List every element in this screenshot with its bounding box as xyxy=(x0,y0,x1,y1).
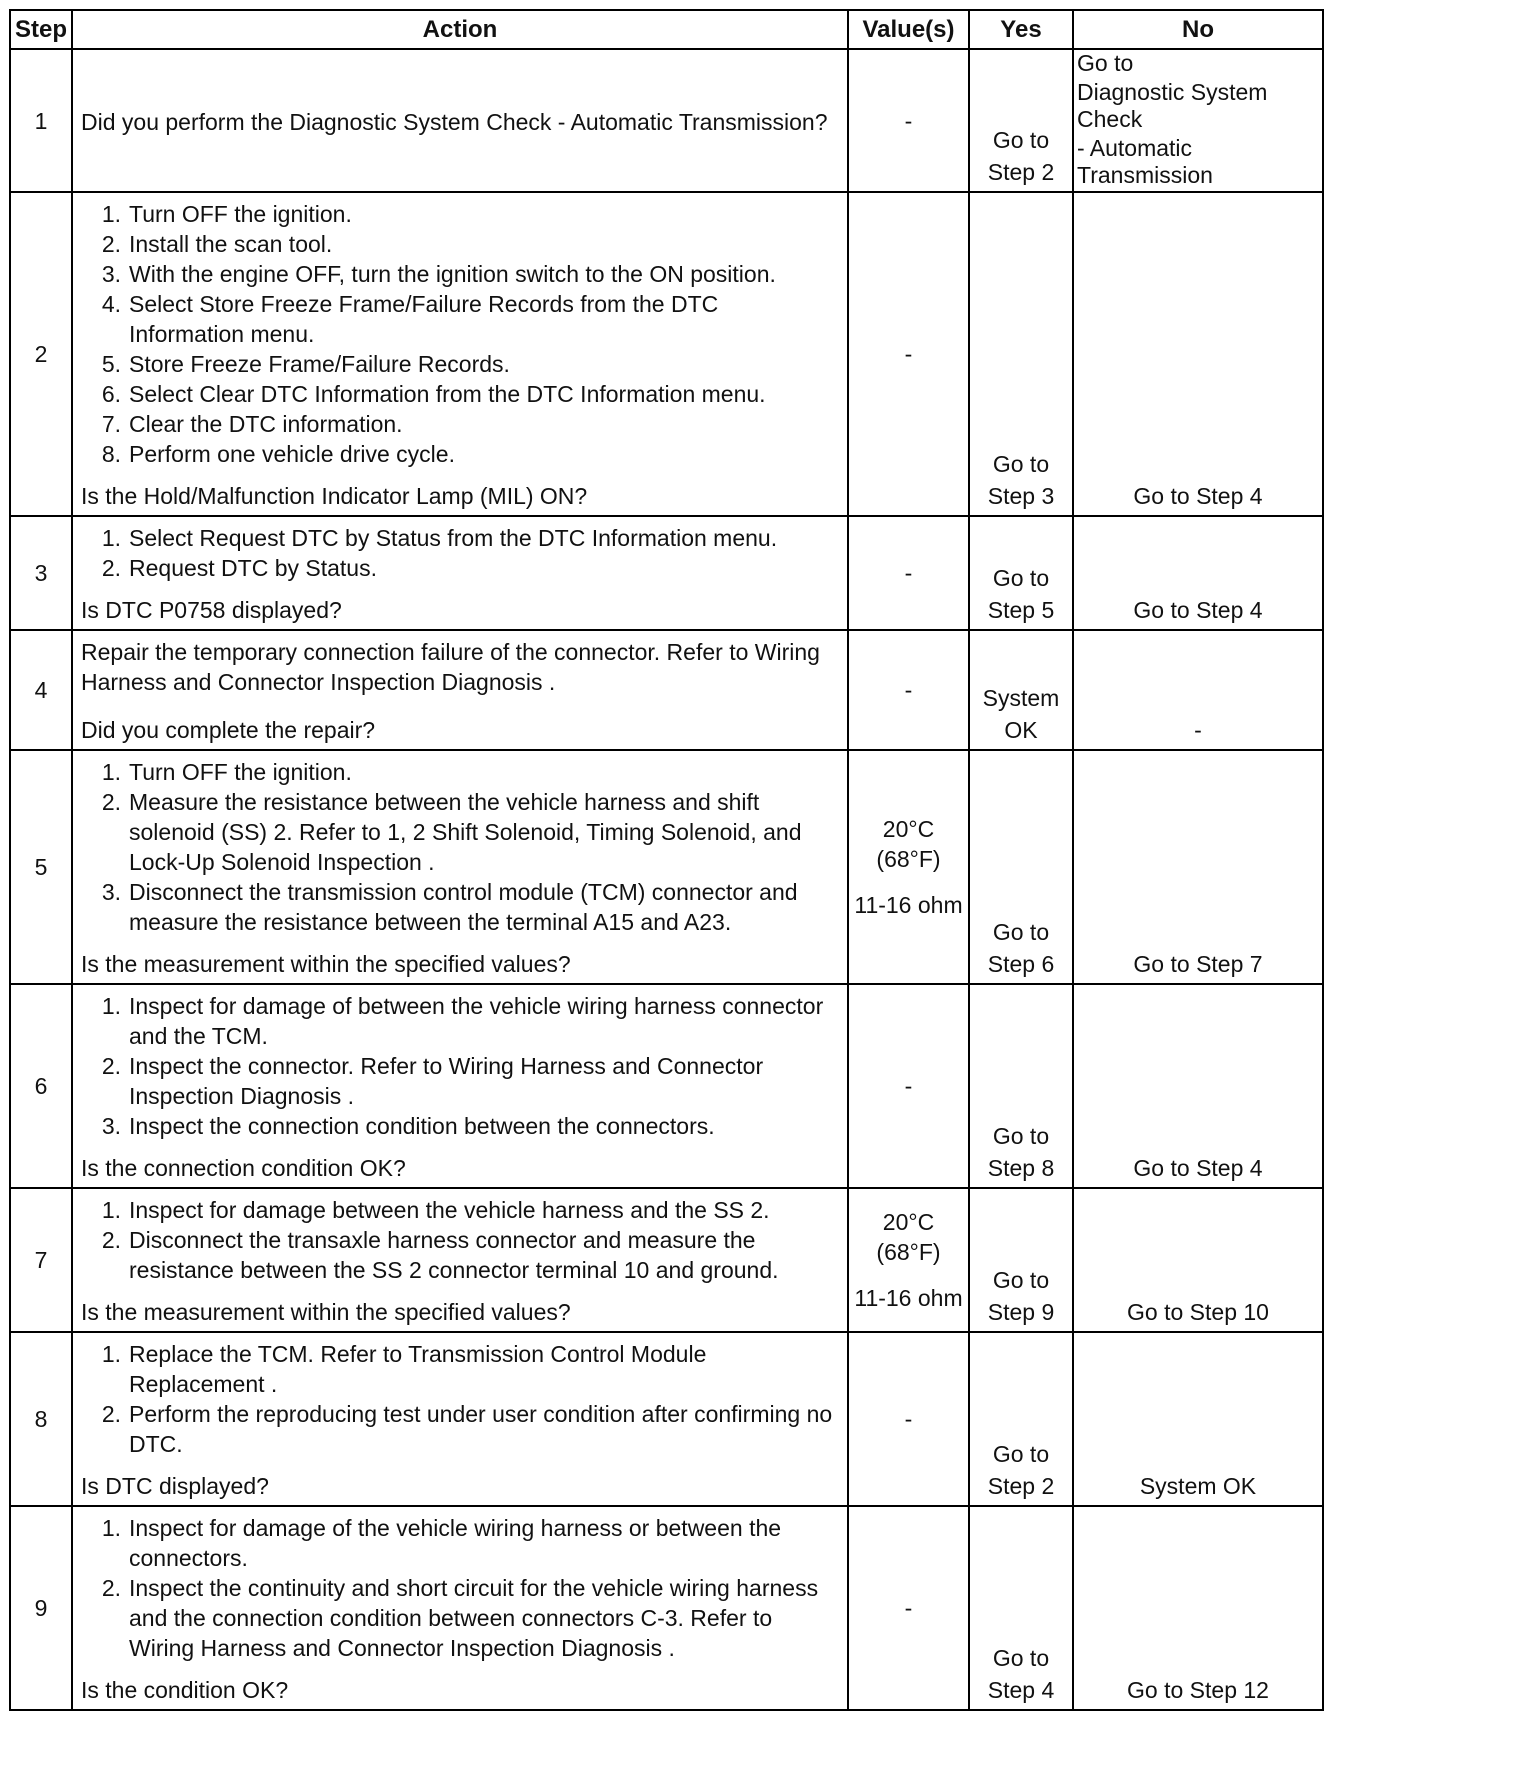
action-steps-list xyxy=(81,1195,839,1285)
no-cell xyxy=(1073,49,1323,192)
value-cell xyxy=(848,630,969,750)
yes-line: Go to xyxy=(992,919,1050,945)
action-step-number: 3. xyxy=(101,261,121,287)
action-question: Did you complete the repair? xyxy=(81,717,376,743)
action-step-number: 6. xyxy=(101,381,121,407)
no-line: - Automatic Transmission xyxy=(1077,135,1213,188)
action-step xyxy=(101,1225,839,1285)
yes-line: Go to xyxy=(992,565,1050,591)
action-question: Is the connection condition OK? xyxy=(81,1155,406,1181)
header-yes: Yes xyxy=(969,10,1073,49)
yes-cell xyxy=(969,192,1073,516)
action-question: Is the Hold/Malfunction Indicator Lamp (MIL) ON? xyxy=(81,483,588,509)
table-row xyxy=(10,984,1323,1188)
header-values: Value(s) xyxy=(848,10,969,49)
action-question: Is the condition OK? xyxy=(81,1677,289,1703)
value-cell xyxy=(848,49,969,192)
yes-line: Go to xyxy=(992,1267,1050,1293)
action-steps-list xyxy=(81,199,839,469)
yes-line: Go to xyxy=(992,451,1050,477)
header-no: No xyxy=(1073,10,1323,49)
action-cell xyxy=(72,49,848,192)
action-steps-list xyxy=(81,523,839,583)
action-step xyxy=(101,757,839,787)
yes-line: Step 9 xyxy=(987,1299,1055,1325)
action-step-text: Disconnect the transmission control module (TCM) connector and measure the resistance between the terminal A15 and A23. xyxy=(129,879,798,935)
table-row xyxy=(10,516,1323,630)
action-step-text: Store Freeze Frame/Failure Records. xyxy=(129,351,510,377)
step-number: 1 xyxy=(10,49,72,192)
action-step xyxy=(101,1051,839,1111)
action-step xyxy=(101,877,839,937)
no-cell xyxy=(1073,984,1323,1188)
value-line: 20°C xyxy=(882,816,935,842)
yes-line: Step 2 xyxy=(987,159,1055,185)
no-line: - xyxy=(1194,717,1202,743)
action-step-text: Request DTC by Status. xyxy=(129,555,377,581)
yes-line: Go to xyxy=(992,1441,1050,1467)
action-step-text: Measure the resistance between the vehicle harness and shift solenoid (SS) 2. Refer to 1, 2 Shift Solenoid, Timing Solenoid, and Lock-Up Solenoid Inspection . xyxy=(129,789,802,875)
no-line: Diagnostic System Check xyxy=(1077,79,1268,132)
yes-line: Step 4 xyxy=(987,1677,1055,1703)
action-step-number: 4. xyxy=(101,291,121,317)
action-step-text: Inspect for damage between the vehicle harness and the SS 2. xyxy=(129,1197,770,1223)
no-cell xyxy=(1073,1332,1323,1506)
action-step-number: 2. xyxy=(101,1053,121,1079)
step-number: 4 xyxy=(10,630,72,750)
action-step-text: Inspect the connection condition between the connectors. xyxy=(129,1113,715,1139)
no-line: System OK xyxy=(1139,1473,1257,1499)
action-step-text: Select Store Freeze Frame/Failure Records from the DTC Information menu. xyxy=(129,291,719,347)
action-steps-list xyxy=(81,1513,839,1663)
table-row xyxy=(10,1506,1323,1710)
yes-line: System xyxy=(982,685,1060,711)
action-step xyxy=(101,1573,839,1663)
action-step-number: 1. xyxy=(101,1515,121,1541)
action-step-text: Perform one vehicle drive cycle. xyxy=(129,441,455,467)
no-line: Go to Step 10 xyxy=(1127,1299,1269,1325)
value-line: 11-16 ohm xyxy=(854,892,963,918)
action-step-text: Inspect the continuity and short circuit for the vehicle wiring harness and the connection condition between connectors C-3. Refer to Wiring Harness and Connector Inspection Diagnosis . xyxy=(129,1575,819,1661)
value-line: - xyxy=(904,560,913,586)
value-cell xyxy=(848,984,969,1188)
action-step-number: 2. xyxy=(101,1575,121,1601)
no-cell xyxy=(1073,630,1323,750)
action-intro: Did you perform the Diagnostic System Check - Automatic Transmission? xyxy=(81,108,828,135)
action-cell xyxy=(72,192,848,516)
action-step-number: 1. xyxy=(101,1197,121,1223)
no-cell xyxy=(1073,750,1323,984)
yes-cell xyxy=(969,1188,1073,1332)
action-question: Is DTC P0758 displayed? xyxy=(81,597,342,623)
action-step-text: Install the scan tool. xyxy=(129,231,333,257)
yes-line: Go to xyxy=(992,1123,1050,1149)
table-row xyxy=(10,1332,1323,1506)
action-step-text: Inspect for damage of the vehicle wiring harness or between the connectors. xyxy=(129,1515,782,1571)
step-number: 8 xyxy=(10,1332,72,1506)
table-header xyxy=(10,10,1323,49)
no-line: Go to Step 12 xyxy=(1127,1677,1269,1703)
yes-cell xyxy=(969,1506,1073,1710)
action-step xyxy=(101,289,839,349)
no-line: Go to xyxy=(1077,50,1134,76)
header-step: Step xyxy=(10,10,72,49)
action-step-text: Disconnect the transaxle harness connector and measure the resistance between the SS 2 connector terminal 10 and ground. xyxy=(129,1227,779,1283)
value-line: 20°C xyxy=(882,1209,935,1235)
action-step-text: Inspect for damage of between the vehicle wiring harness connector and the TCM. xyxy=(129,993,824,1049)
yes-line: Go to xyxy=(992,1645,1050,1671)
value-line: 11-16 ohm xyxy=(854,1285,963,1311)
action-step-text: Clear the DTC information. xyxy=(129,411,403,437)
action-step-text: Select Request DTC by Status from the DTC Information menu. xyxy=(129,525,778,551)
action-step xyxy=(101,409,839,439)
action-question: Is the measurement within the specified values? xyxy=(81,951,571,977)
no-line: Go to Step 4 xyxy=(1133,483,1263,509)
action-step-number: 5. xyxy=(101,351,121,377)
step-number: 5 xyxy=(10,750,72,984)
action-step xyxy=(101,439,839,469)
action-step xyxy=(101,1513,839,1573)
no-cell xyxy=(1073,1506,1323,1710)
action-step xyxy=(101,229,839,259)
action-step xyxy=(101,787,839,877)
action-step xyxy=(101,1399,839,1459)
yes-cell xyxy=(969,630,1073,750)
action-step-text: Perform the reproducing test under user condition after confirming no DTC. xyxy=(129,1401,833,1457)
action-step xyxy=(101,199,839,229)
action-step-number: 8. xyxy=(101,441,121,467)
action-intro: Repair the temporary connection failure of the connector. Refer to Wiring Harness and Connector Inspection Diagnosis . xyxy=(81,639,820,695)
value-cell xyxy=(848,1506,969,1710)
action-steps-list xyxy=(81,991,839,1141)
yes-cell xyxy=(969,984,1073,1188)
value-line: - xyxy=(904,1595,913,1621)
yes-cell xyxy=(969,1332,1073,1506)
table-row xyxy=(10,630,1323,750)
no-line: Go to Step 7 xyxy=(1133,951,1263,977)
action-step-text: With the engine OFF, turn the ignition switch to the ON position. xyxy=(129,261,776,287)
action-step-number: 3. xyxy=(101,1113,121,1139)
table-row xyxy=(10,750,1323,984)
yes-line: Step 3 xyxy=(987,483,1055,509)
table-row xyxy=(10,192,1323,516)
action-step xyxy=(101,523,839,553)
action-step xyxy=(101,991,839,1051)
value-line: - xyxy=(904,677,913,703)
diagnostic-table xyxy=(9,9,1324,1711)
yes-line: Step 2 xyxy=(987,1473,1055,1499)
action-step xyxy=(101,553,839,583)
table-row xyxy=(10,49,1323,192)
header-action: Action xyxy=(72,10,848,49)
value-line: - xyxy=(904,1073,913,1099)
table-body xyxy=(10,49,1323,1710)
yes-line: Step 5 xyxy=(987,597,1055,623)
action-cell xyxy=(72,1506,848,1710)
action-step-number: 1. xyxy=(101,201,121,227)
value-line: (68°F) xyxy=(876,1239,941,1265)
yes-cell xyxy=(969,750,1073,984)
action-step-number: 1. xyxy=(101,993,121,1019)
value-cell xyxy=(848,1188,969,1332)
action-step-text: Turn OFF the ignition. xyxy=(129,759,352,785)
action-step-number: 2. xyxy=(101,555,121,581)
yes-line: Go to xyxy=(992,127,1050,153)
value-cell xyxy=(848,516,969,630)
action-step-number: 1. xyxy=(101,1341,121,1367)
step-number: 9 xyxy=(10,1506,72,1710)
yes-line: OK xyxy=(1004,717,1038,743)
action-step-number: 2. xyxy=(101,1227,121,1253)
action-step xyxy=(101,1195,839,1225)
step-number: 7 xyxy=(10,1188,72,1332)
action-step-number: 1. xyxy=(101,759,121,785)
action-step xyxy=(101,1111,839,1141)
action-steps-list xyxy=(81,757,839,937)
yes-line: Step 6 xyxy=(987,951,1055,977)
action-cell xyxy=(72,750,848,984)
yes-line: Step 8 xyxy=(987,1155,1055,1181)
yes-cell xyxy=(969,49,1073,192)
step-number: 2 xyxy=(10,192,72,516)
action-step-text: Select Clear DTC Information from the DTC Information menu. xyxy=(129,381,766,407)
action-step xyxy=(101,349,839,379)
step-number: 6 xyxy=(10,984,72,1188)
action-step xyxy=(101,259,839,289)
action-step xyxy=(101,1339,839,1399)
action-step-number: 7. xyxy=(101,411,121,437)
table-row xyxy=(10,1188,1323,1332)
action-cell xyxy=(72,1332,848,1506)
yes-cell xyxy=(969,516,1073,630)
action-cell xyxy=(72,984,848,1188)
no-cell xyxy=(1073,1188,1323,1332)
no-line: Go to Step 4 xyxy=(1133,1155,1263,1181)
value-cell xyxy=(848,750,969,984)
action-step-text: Inspect the connector. Refer to Wiring Harness and Connector Inspection Diagnosis . xyxy=(129,1053,764,1109)
value-cell xyxy=(848,1332,969,1506)
value-cell xyxy=(848,192,969,516)
action-step xyxy=(101,379,839,409)
value-line: - xyxy=(904,107,913,134)
action-cell xyxy=(72,1188,848,1332)
action-cell xyxy=(72,516,848,630)
action-step-number: 2. xyxy=(101,789,121,815)
action-step-number: 1. xyxy=(101,525,121,551)
step-number: 3 xyxy=(10,516,72,630)
action-question: Is the measurement within the specified values? xyxy=(81,1299,571,1325)
action-step-number: 2. xyxy=(101,1401,121,1427)
action-step-text: Replace the TCM. Refer to Transmission Control Module Replacement . xyxy=(129,1341,707,1397)
action-question: Is DTC displayed? xyxy=(81,1473,269,1499)
no-cell xyxy=(1073,192,1323,516)
value-line: (68°F) xyxy=(876,846,941,872)
value-line: - xyxy=(904,341,913,367)
action-step-number: 2. xyxy=(101,231,121,257)
action-step-text: Turn OFF the ignition. xyxy=(129,201,352,227)
action-cell xyxy=(72,630,848,750)
value-line: - xyxy=(904,1406,913,1432)
action-step-number: 3. xyxy=(101,879,121,905)
action-steps-list xyxy=(81,1339,839,1459)
no-line: Go to Step 4 xyxy=(1133,597,1263,623)
no-cell xyxy=(1073,516,1323,630)
